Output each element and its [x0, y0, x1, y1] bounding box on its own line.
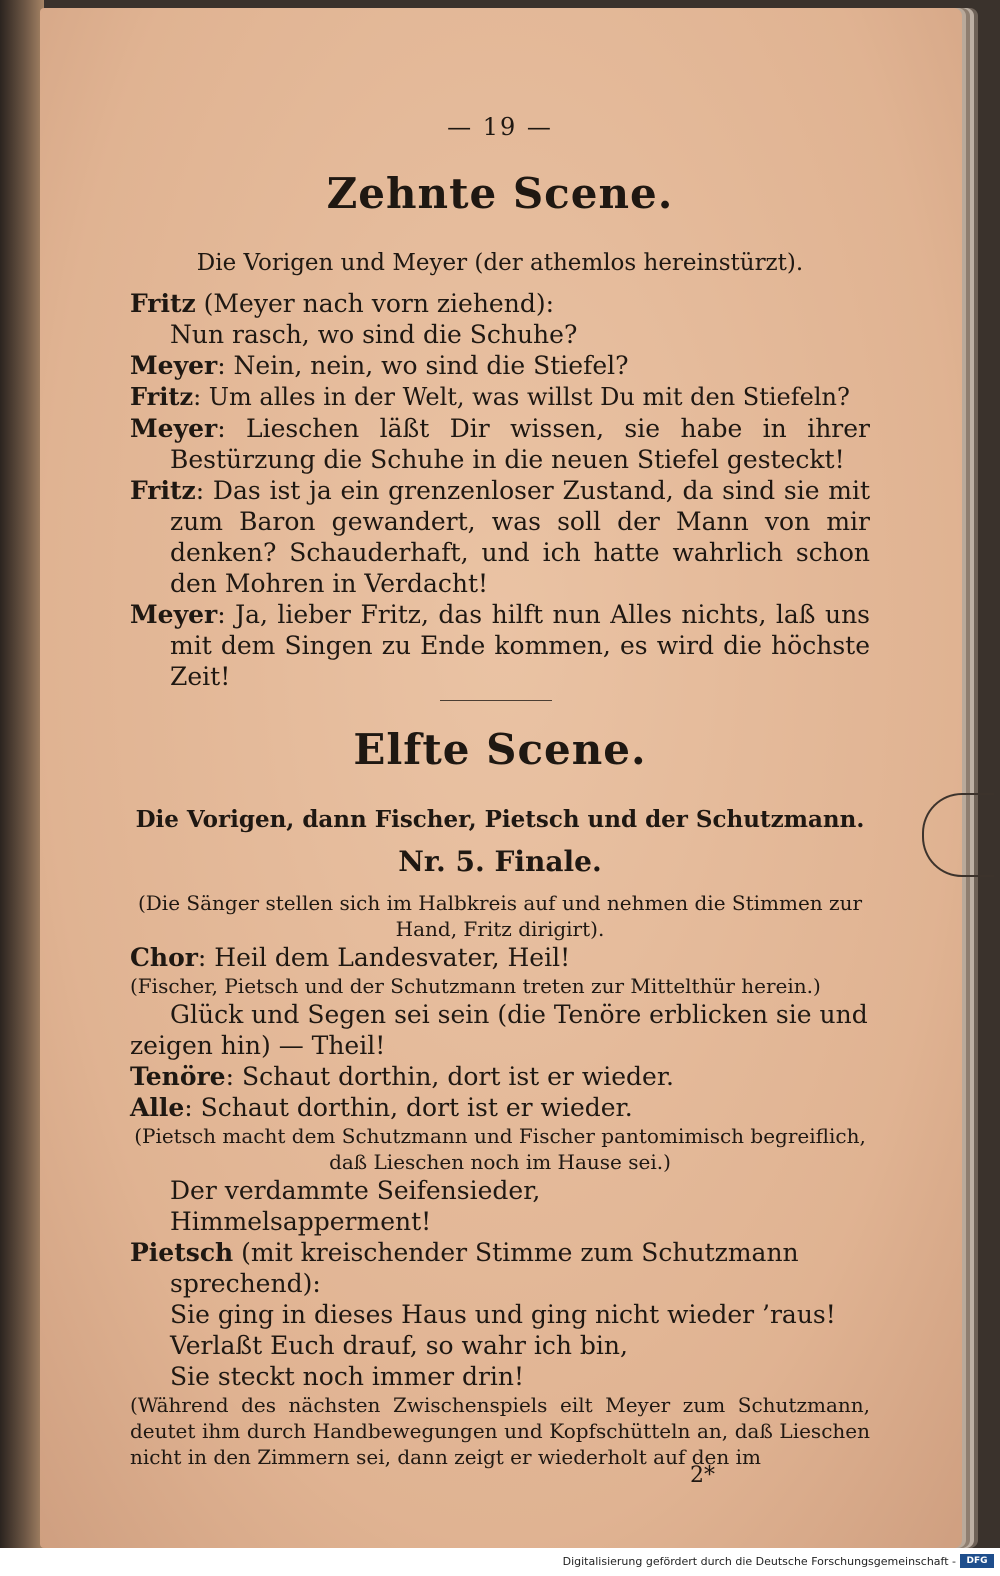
line-text: : Schaut dorthin, dort ist er wieder.	[225, 1062, 674, 1091]
musical-number: Nr. 5. Finale.	[398, 845, 602, 878]
stage-direction: (Fischer, Pietsch und der Schutzmann treten zur Mittelthür herein.)	[130, 974, 821, 998]
speaker-name: Fritz	[130, 476, 196, 505]
speaker-name: Pietsch	[130, 1238, 234, 1267]
speaker-name: Alle	[130, 1093, 185, 1122]
dialogue-line	[130, 599, 870, 692]
line-text: : Ja, lieber Fritz, das hilft nun Alles nichts, laß uns mit dem Singen zu Ende kommen, es wird die höchste Zeit!	[170, 600, 870, 691]
speaker-name: Fritz	[130, 382, 194, 411]
page-number: — 19 —	[447, 113, 553, 141]
line-text: : Schaut dorthin, dort ist er wieder.	[184, 1093, 633, 1122]
speaker-name: Tenöre	[130, 1062, 226, 1091]
line-text: Sie steckt noch immer drin!	[170, 1362, 525, 1391]
line-text: Nun rasch, wo sind die Schuhe?	[170, 320, 578, 349]
digitization-footer	[0, 1548, 1000, 1576]
line-text: Verlaßt Euch drauf, so wahr ich bin,	[170, 1331, 628, 1360]
stage-direction: (Während des nächsten Zwischenspiels eilt Meyer zum Schutzmann, deutet ihm durch Handbewegungen und Kopfschütteln an, daß Lieschen nicht in den Zimmern sei, dann zeigt er wiederholt auf den im	[130, 1393, 870, 1469]
speaker-name: Meyer	[130, 414, 218, 443]
scene-11-dialogue	[130, 890, 870, 1470]
stage-direction: (Die Sänger stellen sich im Halbkreis auf und nehmen die Stimmen zur Hand, Fritz dirigirt).	[137, 891, 863, 941]
dialogue-line	[130, 1206, 870, 1237]
line-text: : Heil dem Landesvater, Heil!	[197, 943, 571, 972]
dialogue-line	[130, 413, 870, 475]
line-text: : Lieschen läßt Dir wissen, sie habe in ihrer Bestürzung die Schuhe in die neuen Stiefel gesteckt!	[170, 414, 870, 474]
facing-page-edge	[0, 0, 44, 1576]
speaker-name: Chor	[130, 943, 198, 972]
dialogue-line	[130, 288, 870, 319]
dialogue-line	[130, 381, 870, 413]
footer-credit: Digitalisierung gefördert durch die Deutsche Forschungsgemeinschaft -	[562, 1555, 956, 1568]
signature-mark: 2*	[690, 1463, 715, 1488]
scene-10-cast: Die Vorigen und Meyer (der athemlos hereinstürzt).	[196, 250, 804, 276]
scene-divider	[440, 700, 552, 701]
speaker-name: Meyer	[130, 351, 218, 380]
speaker-name: Fritz	[130, 289, 196, 318]
dfg-logo: DFG	[960, 1554, 994, 1568]
line-text: Glück und Segen sei sein (die Tenöre erblicken sie und zeigen hin) — Theil!	[130, 1000, 868, 1060]
scene-11-title: Elfte Scene.	[353, 725, 647, 774]
line-text: : Das ist ja ein grenzenloser Zustand, da sind sie mit zum Baron gewandert, was soll der Mann von mir denken? Schauderhaft, und ich hatte wahrlich schon den Mohren in Verdacht!	[170, 476, 870, 598]
scene-10-dialogue	[130, 288, 870, 692]
dialogue-line	[130, 475, 870, 599]
dialogue-line	[130, 1092, 870, 1123]
dialogue-line	[130, 350, 870, 381]
line-text: (Meyer nach vorn ziehend):	[195, 289, 555, 318]
dialogue-line	[130, 942, 870, 973]
dialogue-line	[130, 1175, 870, 1206]
dialogue-line	[130, 1061, 870, 1092]
dialogue-line	[130, 1299, 870, 1330]
line-text: : Um alles in der Welt, was willst Du mit den Stiefeln?	[193, 383, 850, 411]
dialogue-line	[130, 1361, 870, 1392]
line-text: : Nein, nein, wo sind die Stiefel?	[217, 351, 629, 380]
page-clip	[922, 793, 994, 877]
dialogue-line	[130, 1330, 870, 1361]
line-text: Der verdammte Seifensieder,	[170, 1176, 541, 1205]
dialogue-line	[130, 319, 870, 350]
scene-11-cast: Die Vorigen, dann Fischer, Pietsch und der Schutzmann.	[135, 806, 865, 833]
line-text: Sie ging in dieses Haus und ging nicht wieder ’raus!	[170, 1300, 836, 1329]
line-text: (mit kreischender Stimme zum Schutzmann sprechend):	[170, 1238, 799, 1298]
stage-direction: (Pietsch macht dem Schutzmann und Fischer pantomimisch begreiflich, daß Lieschen noch im Hause sei.)	[134, 1124, 866, 1174]
speaker-name: Meyer	[130, 600, 218, 629]
dialogue-line	[130, 1237, 870, 1299]
dialogue-line	[130, 999, 870, 1061]
scene-10-title: Zehnte Scene.	[326, 169, 674, 218]
line-text: Himmelsappermеnt!	[170, 1207, 432, 1236]
